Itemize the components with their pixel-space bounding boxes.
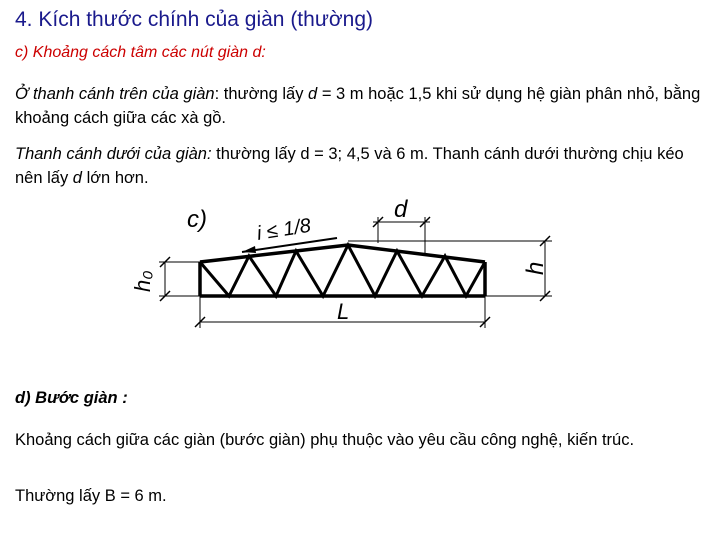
span-label: L <box>337 299 350 324</box>
top-chord-label: Ở thanh cánh trên của giàn <box>15 85 215 103</box>
h-label: h <box>522 261 549 275</box>
top-chord-paragraph <box>15 82 710 130</box>
page-title: 4. Kích thước chính của giàn (thường) <box>15 8 374 31</box>
bottom-chord-var: d <box>72 169 82 187</box>
bottom-chord-text: thường lấy d = 3; 4,5 và 6 m. Thanh cánh dưới thường chịu kéo nên lấy <box>15 145 684 187</box>
section-c-heading: c) Khoảng cách tâm các nút giàn d: <box>15 44 266 61</box>
slope-label: i ≤ 1/8 <box>255 214 313 245</box>
bottom-chord-paragraph <box>15 142 710 190</box>
h0-label: h₀ <box>130 270 155 292</box>
bottom-chord-rest: lớn hơn. <box>81 169 149 187</box>
top-chord-var: d <box>308 85 318 103</box>
section-d-heading: d) Bước giàn : <box>15 389 128 407</box>
truss-spacing-value: Thường lấy B = 6 m. <box>15 487 167 505</box>
bottom-chord-label: Thanh cánh dưới của giàn: <box>15 145 212 163</box>
slope-arrow <box>242 238 337 252</box>
slope-arrow-head <box>242 246 256 253</box>
diagram-label-c: c) <box>187 206 207 233</box>
truss-diagram <box>115 195 575 330</box>
top-chord-rest: = 3 m hoặc 1,5 khi sử dụng hệ giàn phân nhỏ, bằng khoảng cách giữa các xà gồ. <box>15 85 701 127</box>
top-chord-text: : thường lấy <box>214 85 309 103</box>
truss-spacing-paragraph: Khoảng cách giữa các giàn (bước giàn) phụ thuộc vào yêu cầu công nghệ, kiến trúc. <box>15 431 635 449</box>
panel-spacing-label: d <box>394 196 408 223</box>
